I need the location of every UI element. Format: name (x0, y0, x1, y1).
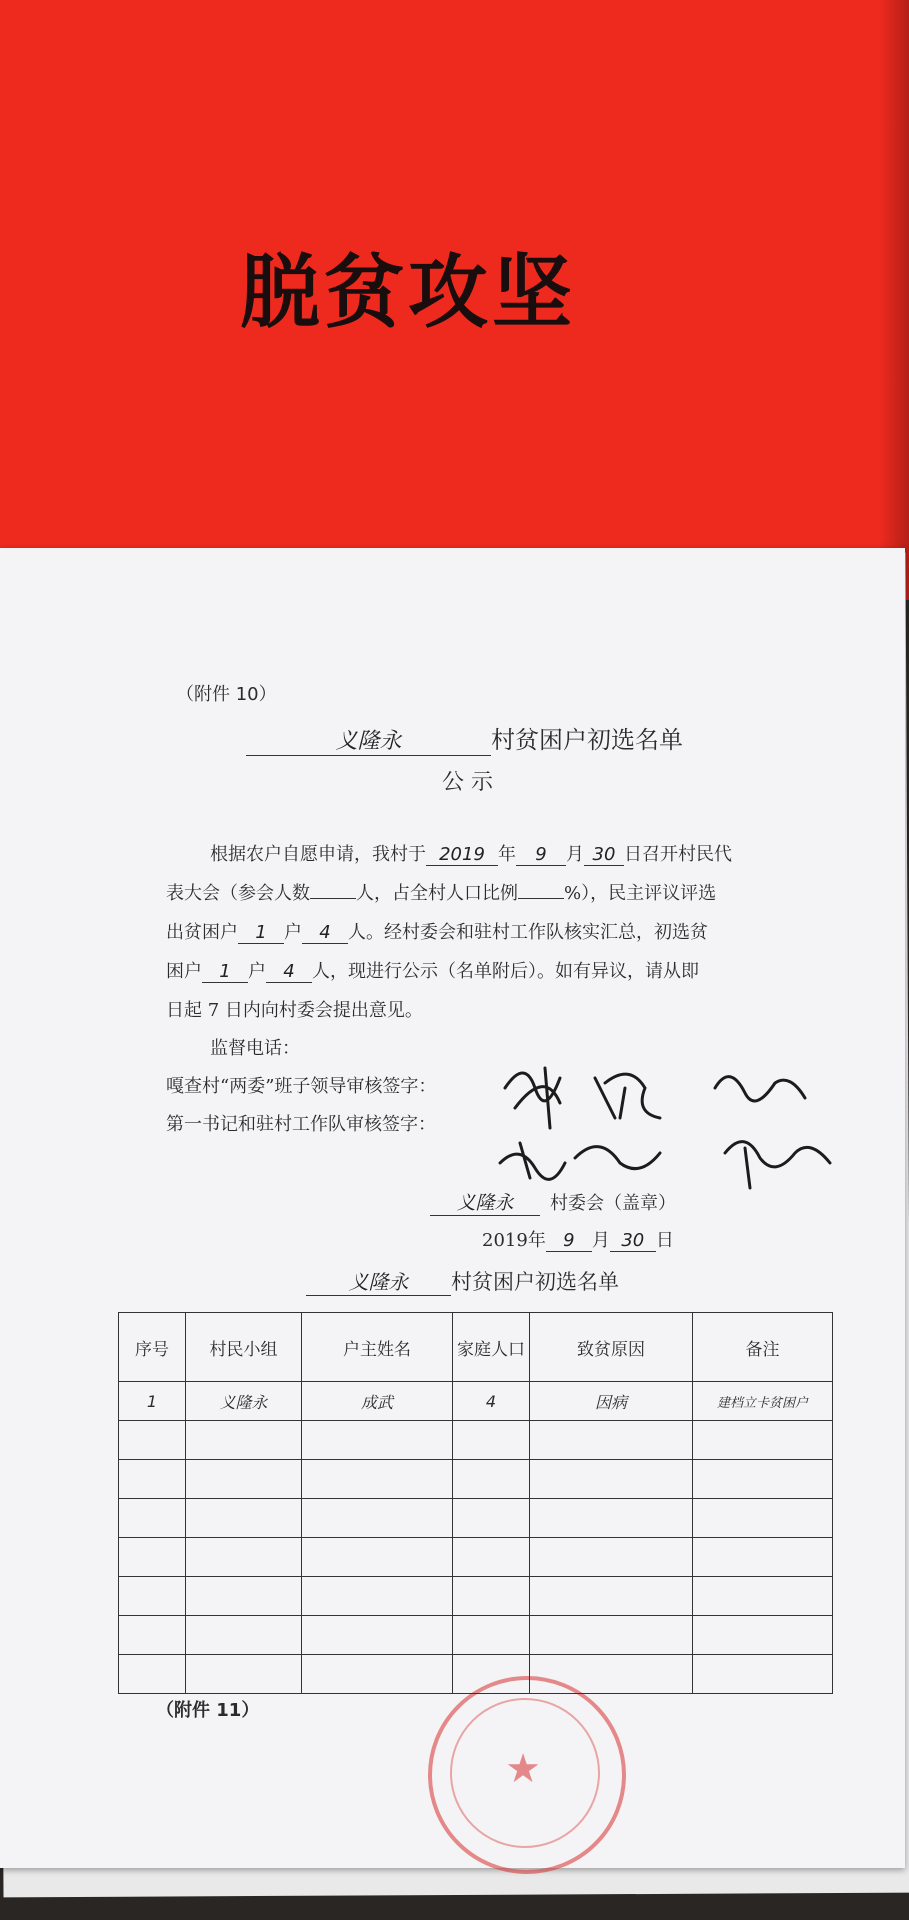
date-day-unit: 日 (655, 1230, 674, 1251)
notice-village-name: 义隆永 (246, 724, 491, 756)
para-l3-text-a: 出贫困户 (166, 922, 238, 943)
handwritten-signatures (495, 1048, 855, 1198)
para-line-5: 日起 7 日内向村委会提出意见。 (166, 1000, 423, 1021)
elected-people: 4 (302, 922, 348, 944)
cell-family-size (453, 1655, 530, 1694)
cell-head-name (302, 1655, 453, 1694)
cell-family-size (453, 1616, 530, 1655)
attendees-blank (310, 898, 356, 899)
cell-no (119, 1538, 186, 1577)
signature-4 (500, 1143, 565, 1179)
col-header-cause: 致贫原因 (530, 1313, 693, 1382)
cell-head-name: 成武 (302, 1382, 453, 1421)
meeting-month: 9 (516, 844, 566, 866)
initial-people: 4 (266, 961, 312, 983)
cell-group (186, 1460, 302, 1499)
para-line-2 (166, 879, 716, 905)
date-month: 9 (546, 1230, 592, 1252)
signature-3 (715, 1077, 805, 1101)
cell-remark: 建档立卡贫困户 (693, 1382, 833, 1421)
cell-cause (530, 1616, 693, 1655)
list-title (306, 1266, 619, 1296)
list-village-name: 义隆永 (306, 1266, 451, 1296)
para-l2-text-a: 表大会（参会人数 (166, 883, 310, 904)
date-month-unit: 月 (591, 1230, 610, 1251)
cell-no (119, 1460, 186, 1499)
signature-2 (595, 1074, 660, 1118)
cell-remark (693, 1616, 833, 1655)
para-l1-text-a: 根据农户自愿申请，我村于 (210, 844, 426, 865)
cell-head-name (302, 1421, 453, 1460)
table-row (119, 1655, 833, 1694)
para-l3-text-c: 人。经村委会和驻村工作队核实汇总，初选贫 (348, 922, 708, 943)
seal-label: 村委会（盖章） (550, 1193, 676, 1214)
col-header-no: 序号 (119, 1313, 186, 1382)
table-header-row (119, 1313, 833, 1382)
para-l1-text-d: 日召开村民代 (624, 844, 732, 865)
review1-label: 嘎查村“两委”班子领导审核签字： (166, 1076, 437, 1097)
cell-cause: 因病 (530, 1382, 693, 1421)
cell-cause (530, 1421, 693, 1460)
para-l4-text-c: 人，现进行公示（名单附后）。如有异议，请从即 (312, 961, 699, 982)
elected-households: 1 (238, 922, 284, 944)
notice-title (246, 720, 683, 756)
ratio-blank (518, 898, 564, 899)
cell-no (119, 1577, 186, 1616)
para-l1-text-b: 年 (498, 844, 516, 865)
signature-6 (725, 1142, 830, 1188)
cell-head-name (302, 1460, 453, 1499)
cell-remark (693, 1655, 833, 1694)
table-row (119, 1421, 833, 1460)
cell-family-size (453, 1577, 530, 1616)
meeting-year: 2019 (426, 844, 498, 866)
cell-family-size (453, 1421, 530, 1460)
folder-title: 脱贫攻坚 (240, 246, 576, 339)
cell-cause (530, 1538, 693, 1577)
para-l2-text-c: %），民主评议评选 (564, 883, 717, 904)
cell-group (186, 1616, 302, 1655)
cell-cause (530, 1577, 693, 1616)
table-row (119, 1616, 833, 1655)
cell-head-name (302, 1616, 453, 1655)
cell-group (186, 1421, 302, 1460)
table-row (119, 1460, 833, 1499)
seal-star-icon: ★ (505, 1746, 541, 1792)
cell-family-size (453, 1538, 530, 1577)
signature-5 (575, 1147, 660, 1169)
date-year-unit: 年 (527, 1230, 546, 1251)
cell-group (186, 1655, 302, 1694)
cell-remark (693, 1421, 833, 1460)
para-l1-text-c: 月 (566, 844, 584, 865)
signature-1 (505, 1068, 560, 1128)
red-folder-cover (0, 0, 909, 600)
village-seal-stamp (428, 1676, 626, 1874)
cell-family-size (453, 1460, 530, 1499)
cell-family-size (453, 1499, 530, 1538)
cell-remark (693, 1577, 833, 1616)
cell-group (186, 1538, 302, 1577)
cell-no (119, 1421, 186, 1460)
table-row (119, 1538, 833, 1577)
list-title-suffix: 村贫困户初选名单 (451, 1270, 619, 1294)
cell-remark (693, 1460, 833, 1499)
seal-village-name: 义隆永 (430, 1188, 540, 1216)
cell-family-size: 4 (453, 1382, 530, 1421)
table-row (119, 1577, 833, 1616)
col-header-family-size: 家庭人口 (453, 1313, 530, 1382)
notice-subtitle: 公 示 (442, 770, 493, 795)
cell-cause (530, 1655, 693, 1694)
notice-title-suffix: 村贫困户初选名单 (491, 726, 683, 754)
cell-group: 义隆永 (186, 1382, 302, 1421)
cell-no: 1 (119, 1382, 186, 1421)
cell-cause (530, 1460, 693, 1499)
cell-group (186, 1499, 302, 1538)
cell-cause (530, 1499, 693, 1538)
para-l4-text-a: 困户 (166, 961, 202, 982)
para-l3-text-b: 户 (284, 922, 302, 943)
cell-no (119, 1616, 186, 1655)
para-line-3 (166, 918, 708, 944)
date-year: 2019 (482, 1230, 528, 1251)
cell-group (186, 1577, 302, 1616)
cell-remark (693, 1499, 833, 1538)
cell-head-name (302, 1499, 453, 1538)
attachment-10-label: （附件 10） (176, 684, 277, 705)
para-l4-text-b: 户 (248, 961, 266, 982)
para-line-1 (210, 840, 732, 866)
attachment-11-label: （附件 11） (156, 1700, 260, 1721)
cell-remark (693, 1538, 833, 1577)
poor-household-table (118, 1312, 833, 1694)
cell-head-name (302, 1577, 453, 1616)
col-header-group: 村民小组 (186, 1313, 302, 1382)
phone-label: 监督电话： (210, 1038, 300, 1059)
meeting-day: 30 (584, 844, 624, 866)
col-header-remark: 备注 (693, 1313, 833, 1382)
para-line-4 (166, 957, 699, 983)
folder-shadow (879, 0, 909, 600)
table-row (119, 1382, 833, 1421)
initial-households: 1 (202, 961, 248, 983)
review2-label: 第一书记和驻村工作队审核签字： (166, 1114, 436, 1135)
seal-line (430, 1188, 676, 1216)
date-day: 30 (610, 1230, 656, 1252)
para-l2-text-b: 人，占全村人口比例 (356, 883, 518, 904)
cell-no (119, 1655, 186, 1694)
table-row (119, 1499, 833, 1538)
col-header-head-name: 户主姓名 (302, 1313, 453, 1382)
notice-date (482, 1226, 674, 1252)
cell-head-name (302, 1538, 453, 1577)
cell-no (119, 1499, 186, 1538)
